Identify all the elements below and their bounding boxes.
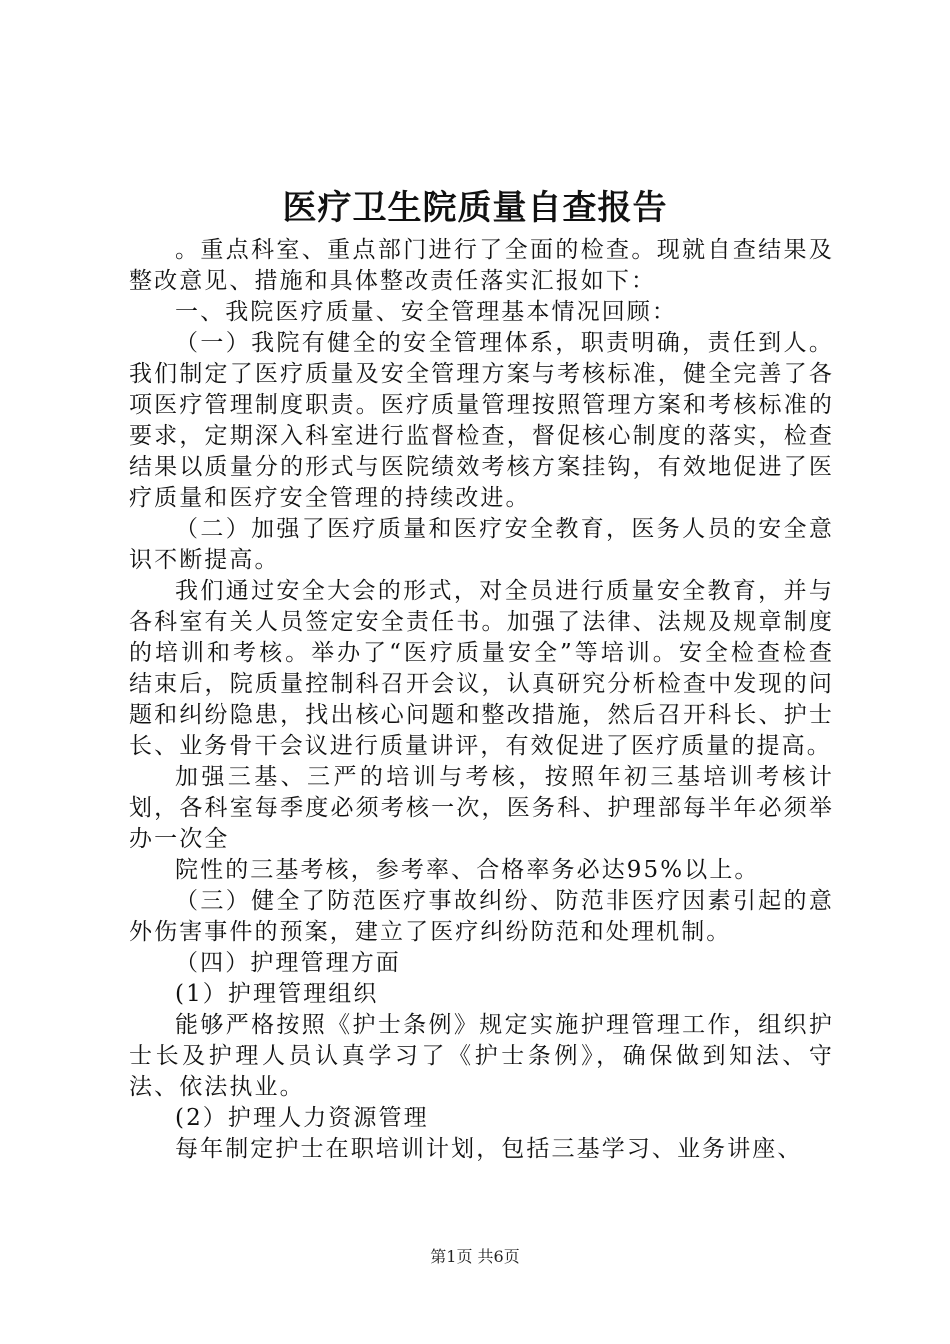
- page-footer: 第1页 共6页: [430, 1247, 520, 1266]
- section-heading-1: 一、我院医疗质量、安全管理基本情况回顾：: [175, 299, 677, 325]
- paragraph-item-3: （三）健全了防范医疗事故纠纷、防范非医疗因素引起的意外伤害事件的预案，建立了医疗纠纷防范和处理机制。: [129, 888, 834, 945]
- subheading-nursing-hr: (2）护理人力资源管理: [175, 1105, 429, 1131]
- document-title: 医疗卫生院质量自查报告: [282, 188, 668, 228]
- paragraph-item-1: （一）我院有健全的安全管理体系，职责明确，责任到人。我们制定了医疗质量及安全管理方案与考核标准，健全完善了各项医疗管理制度职责。医疗质量管理按照管理方案和考核标准的要求，定期深入科室进行监督检查，督促核心制度的落实，检查结果以质量分的形式与医院绩效考核方案挂钩，有效地促进了医疗质量和医疗安全管理的持续改进。: [129, 330, 834, 511]
- paragraph-nursing-org: 能够严格按照《护士条例》规定实施护理管理工作，组织护士长及护理人员认真学习了《护士条例》，确保做到知法、守法、依法执业。: [129, 1012, 834, 1100]
- subheading-nursing-org: (1）护理管理组织: [175, 981, 379, 1007]
- paragraph-training: 加强三基、三严的培训与考核，按照年初三基培训考核计划，各科室每季度必须考核一次，医务科、护理部每半年必须举办一次全: [129, 764, 834, 852]
- paragraph-training-cont: 院性的三基考核，参考率、合格率务必达95%以上。: [175, 857, 760, 883]
- paragraph-item-2: （二）加强了医疗质量和医疗安全教育，医务人员的安全意识不断提高。: [129, 516, 834, 573]
- paragraph-nursing-hr: 每年制定护士在职培训计划，包括三基学习、业务讲座、: [175, 1136, 803, 1162]
- subheading-item-4: （四）护理管理方面: [175, 950, 401, 976]
- document-body: [129, 235, 834, 1165]
- paragraph-intro: 。重点科室、重点部门进行了全面的检查。现就自查结果及整改意见、措施和具体整改责任落实汇报如下：: [129, 237, 834, 294]
- paragraph-safety-education: 我们通过安全大会的形式，对全员进行质量安全教育，并与各科室有关人员签定安全责任书。加强了法律、法规及规章制度的培训和考核。举办了“医疗质量安全”等培训。安全检查检查结束后，院质量控制科召开会议，认真研究分析检查中发现的问题和纠纷隐患，找出核心问题和整改措施，然后召开科长、护士长、业务骨干会议进行质量讲评，有效促进了医疗质量的提高。: [129, 578, 834, 759]
